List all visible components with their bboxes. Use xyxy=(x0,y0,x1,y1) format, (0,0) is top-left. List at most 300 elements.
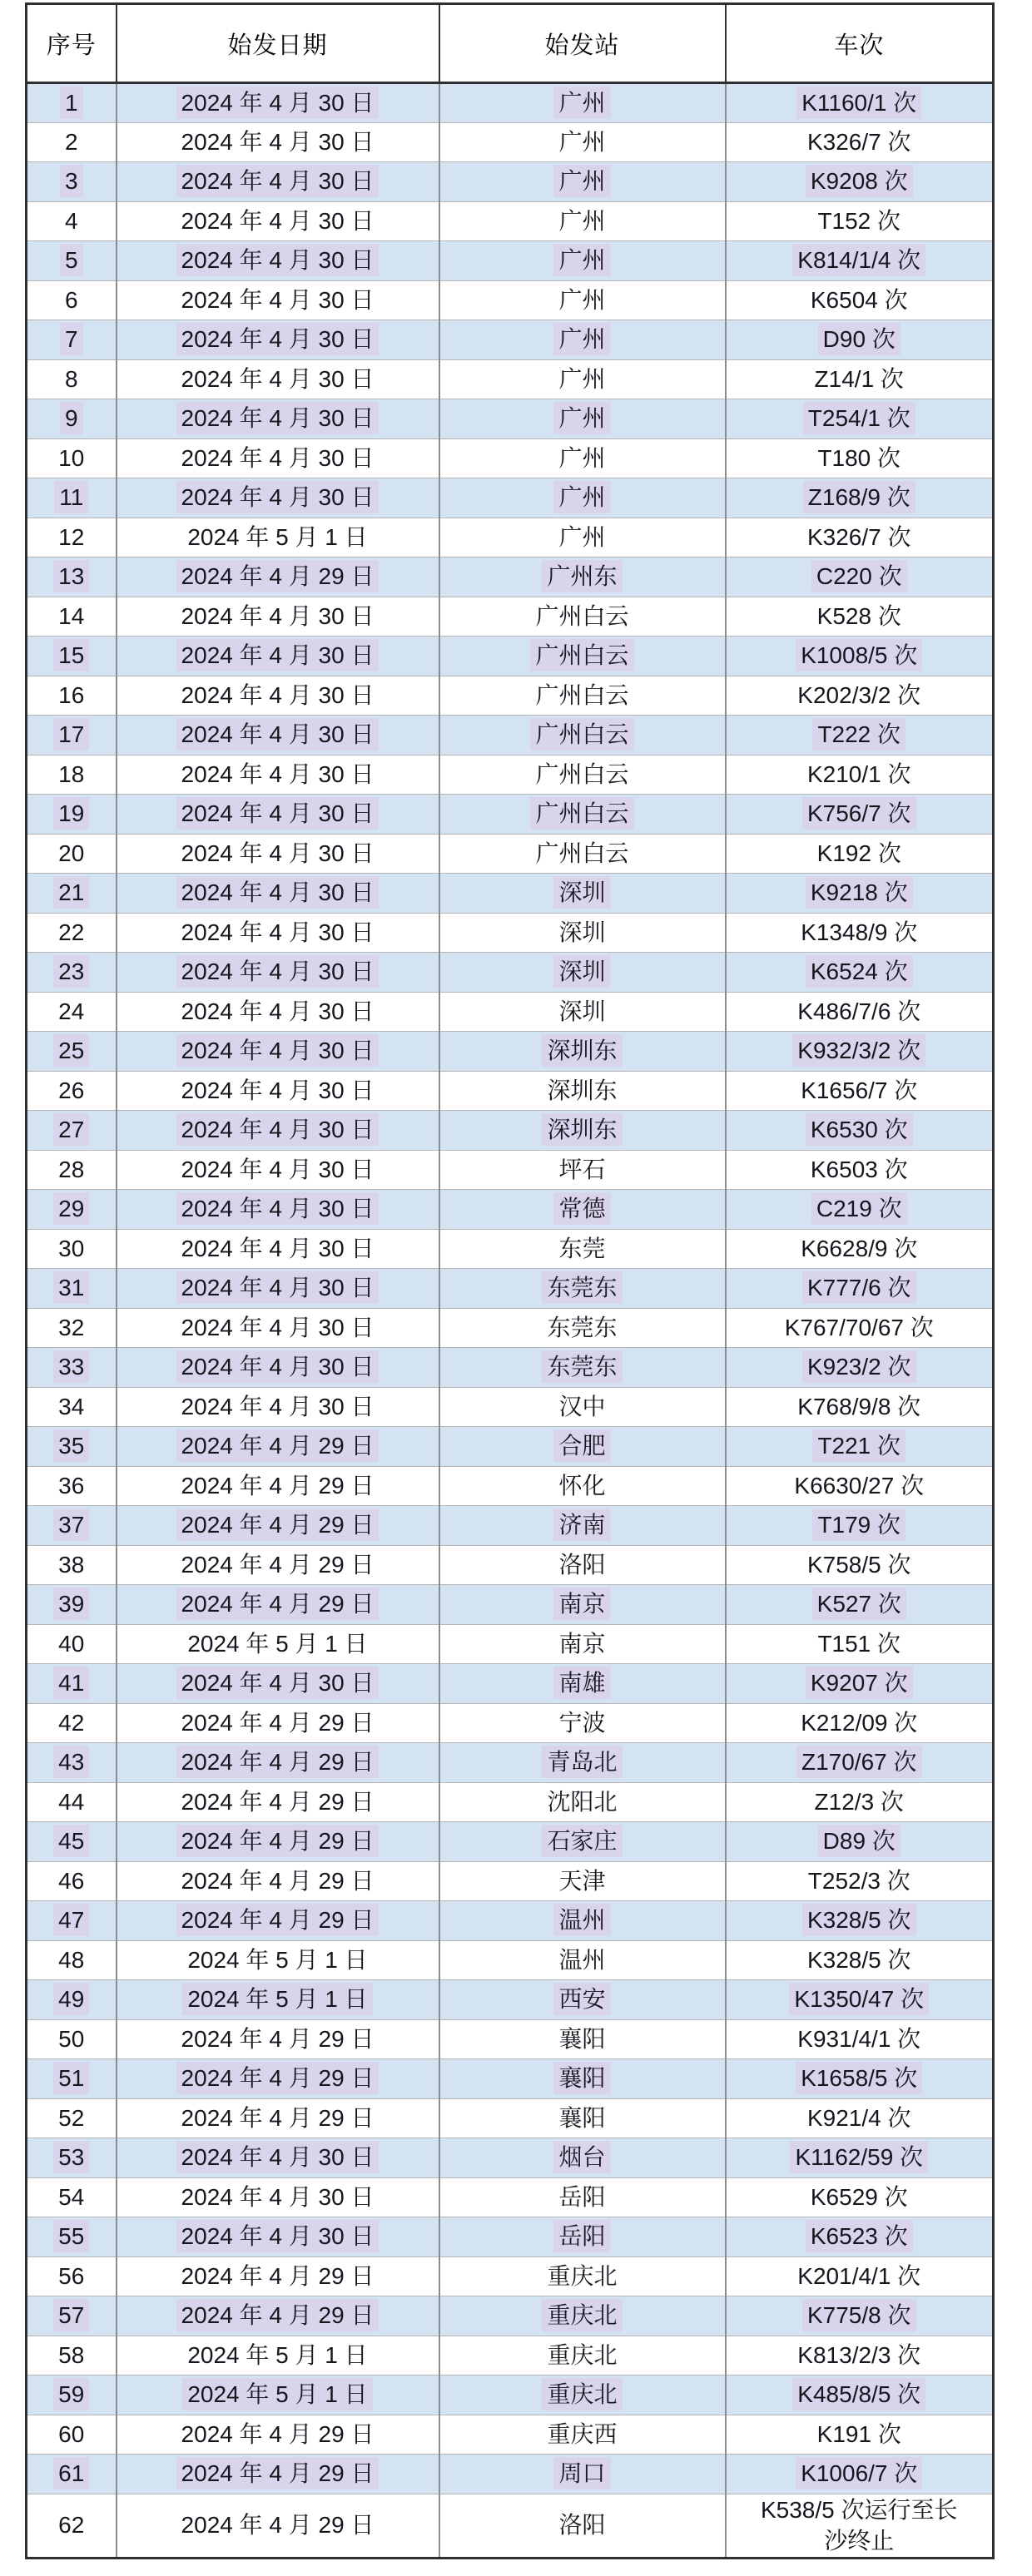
cell-date xyxy=(117,874,439,914)
train-value: K6630/27 次 xyxy=(794,1472,925,1499)
train-value: K6504 次 xyxy=(810,286,908,313)
table-row xyxy=(27,1585,994,1625)
date-value: 2024 年 4 月 29 日 xyxy=(181,2262,375,2289)
cell-train xyxy=(726,2494,994,2559)
cell-index xyxy=(27,2296,117,2336)
train-schedule-table xyxy=(25,2,995,2559)
cell-station xyxy=(439,320,726,360)
cell-train xyxy=(726,1980,994,2020)
cell-train xyxy=(726,913,994,953)
index-value: 22 xyxy=(58,919,85,945)
cell-train xyxy=(726,1743,994,1783)
station-value: 周口 xyxy=(553,2457,610,2489)
train-value: K528 次 xyxy=(816,602,901,629)
cell-train xyxy=(726,1861,994,1901)
index-value: 55 xyxy=(53,2220,89,2252)
cell-index xyxy=(27,913,117,953)
cell-index xyxy=(27,1308,117,1348)
train-value: K212/09 次 xyxy=(801,1709,918,1736)
cell-index xyxy=(27,83,117,123)
station-value: 重庆北 xyxy=(542,2299,622,2331)
table-row xyxy=(27,2256,994,2296)
cell-date xyxy=(117,2256,439,2296)
cell-date xyxy=(117,83,439,123)
index-value: 7 xyxy=(60,323,83,355)
index-value: 19 xyxy=(53,797,89,830)
cell-train xyxy=(726,1901,994,1941)
date-value: 2024 年 4 月 30 日 xyxy=(176,2141,380,2173)
table-row xyxy=(27,438,994,478)
cell-date xyxy=(117,1901,439,1941)
table-row xyxy=(27,1901,994,1941)
table-row xyxy=(27,1229,994,1269)
table-row xyxy=(27,83,994,123)
cell-date xyxy=(117,1624,439,1664)
station-value: 重庆北 xyxy=(547,2262,618,2289)
cell-date xyxy=(117,716,439,755)
cell-station xyxy=(439,162,726,202)
train-value: C219 次 xyxy=(811,1192,907,1225)
index-value: 41 xyxy=(53,1667,89,1699)
station-value: 襄阳 xyxy=(558,2104,606,2131)
station-value: 深圳 xyxy=(553,955,610,988)
cell-date xyxy=(117,1743,439,1783)
cell-date xyxy=(117,2455,439,2494)
table-row xyxy=(27,1308,994,1348)
table-row xyxy=(27,2059,994,2099)
index-value: 38 xyxy=(58,1551,85,1578)
cell-station xyxy=(439,438,726,478)
train-value: K1162/59 次 xyxy=(790,2141,928,2173)
cell-index xyxy=(27,1506,117,1546)
date-value: 2024 年 4 月 30 日 xyxy=(176,402,380,434)
index-value: 42 xyxy=(58,1709,85,1736)
cell-station xyxy=(439,399,726,439)
cell-train xyxy=(726,1427,994,1467)
date-value: 2024 年 4 月 30 日 xyxy=(181,1393,375,1419)
cell-train xyxy=(726,2217,994,2257)
station-value: 广州白云 xyxy=(530,639,633,671)
train-value: K756/7 次 xyxy=(802,797,916,830)
table-row xyxy=(27,2455,994,2494)
train-value: K932/3/2 次 xyxy=(792,1034,925,1067)
station-value: 广州白云 xyxy=(535,602,629,629)
cell-train xyxy=(726,2138,994,2178)
train-value: K328/5 次 xyxy=(802,1904,916,1936)
station-value: 广州 xyxy=(553,244,610,276)
index-value: 1 xyxy=(60,87,83,119)
train-value: K527 次 xyxy=(812,1588,906,1620)
table-body xyxy=(27,83,994,2559)
station-value: 南京 xyxy=(558,1630,606,1657)
index-value: 3 xyxy=(60,165,83,197)
train-value: K758/5 次 xyxy=(806,1551,911,1578)
date-value: 2024 年 4 月 30 日 xyxy=(176,165,380,197)
cell-train xyxy=(726,874,994,914)
cell-index xyxy=(27,1466,117,1506)
cell-train xyxy=(726,162,994,202)
cell-index xyxy=(27,241,117,281)
cell-train xyxy=(726,518,994,557)
cell-index xyxy=(27,478,117,518)
station-value: 广州 xyxy=(558,207,606,234)
index-value: 13 xyxy=(53,560,89,592)
cell-station xyxy=(439,478,726,518)
station-value: 宁波 xyxy=(558,1709,606,1736)
cell-index xyxy=(27,2415,117,2455)
cell-date xyxy=(117,162,439,202)
table-row xyxy=(27,1822,994,1862)
cell-train xyxy=(726,557,994,597)
cell-station xyxy=(439,1822,726,1862)
train-value: K814/1/4 次 xyxy=(792,244,925,276)
station-value: 深圳 xyxy=(558,998,606,1024)
train-value: T254/1 次 xyxy=(803,402,915,434)
cell-station xyxy=(439,241,726,281)
date-value: 2024 年 4 月 29 日 xyxy=(176,1746,380,1778)
station-value: 深圳 xyxy=(553,876,610,909)
date-value: 2024 年 4 月 29 日 xyxy=(176,2457,380,2489)
cell-index xyxy=(27,280,117,320)
cell-train xyxy=(726,1308,994,1348)
date-value: 2024 年 4 月 29 日 xyxy=(181,2420,375,2447)
train-value: K777/6 次 xyxy=(802,1271,916,1304)
index-value: 37 xyxy=(53,1508,89,1541)
date-value: 2024 年 4 月 29 日 xyxy=(176,2062,380,2094)
cell-station xyxy=(439,1703,726,1743)
cell-station xyxy=(439,913,726,953)
cell-date xyxy=(117,518,439,557)
cell-date xyxy=(117,834,439,874)
table-row xyxy=(27,1782,994,1822)
table-row xyxy=(27,1269,994,1309)
cell-station xyxy=(439,1229,726,1269)
index-value: 25 xyxy=(53,1034,89,1067)
cell-index xyxy=(27,1387,117,1427)
station-value: 沈阳北 xyxy=(547,1788,618,1815)
cell-train xyxy=(726,1782,994,1822)
date-value: 2024 年 5 月 1 日 xyxy=(187,2341,368,2368)
index-value: 32 xyxy=(58,1314,85,1340)
train-value: T151 次 xyxy=(817,1630,901,1657)
station-value: 汉中 xyxy=(558,1393,606,1419)
train-value: K9208 次 xyxy=(806,165,913,197)
cell-station xyxy=(439,2494,726,2559)
cell-date xyxy=(117,359,439,399)
train-value: K923/2 次 xyxy=(802,1350,916,1383)
cell-train xyxy=(726,2059,994,2099)
cell-station xyxy=(439,359,726,399)
index-value: 60 xyxy=(58,2420,85,2447)
index-value: 23 xyxy=(53,955,89,988)
cell-station xyxy=(439,834,726,874)
index-value: 43 xyxy=(53,1746,89,1778)
date-value: 2024 年 4 月 29 日 xyxy=(176,2299,380,2331)
cell-date xyxy=(117,1348,439,1388)
cell-station xyxy=(439,2138,726,2178)
station-value: 广州白云 xyxy=(530,797,633,830)
station-value: 坪石 xyxy=(558,1156,606,1182)
cell-date xyxy=(117,2336,439,2375)
index-value: 6 xyxy=(64,286,78,313)
table-row xyxy=(27,913,994,953)
cell-station xyxy=(439,2019,726,2059)
train-value: K921/4 次 xyxy=(806,2104,911,2131)
table-row xyxy=(27,1940,994,1980)
date-value: 2024 年 4 月 30 日 xyxy=(176,639,380,671)
index-value: 61 xyxy=(53,2457,89,2489)
index-value: 27 xyxy=(53,1113,89,1146)
station-value: 重庆西 xyxy=(547,2420,618,2447)
date-value: 2024 年 4 月 30 日 xyxy=(176,1113,380,1146)
cell-date xyxy=(117,2296,439,2336)
date-value: 2024 年 4 月 29 日 xyxy=(181,2512,375,2539)
date-value: 2024 年 4 月 30 日 xyxy=(176,1192,380,1225)
cell-index xyxy=(27,2336,117,2375)
index-value: 58 xyxy=(58,2341,85,2368)
table-row xyxy=(27,162,994,202)
cell-station xyxy=(439,201,726,241)
date-value: 2024 年 4 月 30 日 xyxy=(181,128,375,155)
cell-index xyxy=(27,953,117,993)
index-value: 48 xyxy=(58,1946,85,1973)
cell-date xyxy=(117,1703,439,1743)
date-value: 2024 年 4 月 30 日 xyxy=(181,444,375,471)
cell-train xyxy=(726,2019,994,2059)
train-value: K1350/47 次 xyxy=(789,1983,929,2015)
cell-date xyxy=(117,2098,439,2138)
train-value: K328/5 次 xyxy=(806,1946,911,1973)
index-value: 53 xyxy=(53,2141,89,2173)
index-value: 18 xyxy=(58,760,85,787)
cell-train xyxy=(726,2256,994,2296)
cell-index xyxy=(27,1071,117,1111)
date-value: 2024 年 5 月 1 日 xyxy=(182,2378,372,2410)
cell-date xyxy=(117,1664,439,1704)
cell-index xyxy=(27,1032,117,1072)
index-value: 15 xyxy=(53,639,89,671)
date-value: 2024 年 4 月 29 日 xyxy=(176,1429,380,1462)
index-value: 57 xyxy=(53,2299,89,2331)
cell-date xyxy=(117,320,439,360)
cell-train xyxy=(726,755,994,795)
index-value: 34 xyxy=(58,1393,85,1419)
cell-train xyxy=(726,1229,994,1269)
station-value: 温州 xyxy=(553,1904,610,1936)
cell-station xyxy=(439,1624,726,1664)
date-value: 2024 年 4 月 29 日 xyxy=(176,1825,380,1857)
cell-index xyxy=(27,201,117,241)
train-value: K201/4/1 次 xyxy=(797,2262,921,2289)
table-row xyxy=(27,2494,994,2559)
station-value: 岳阳 xyxy=(558,2183,606,2210)
train-value: K6523 次 xyxy=(806,2220,913,2252)
cell-date xyxy=(117,1545,439,1585)
cell-index xyxy=(27,1940,117,1980)
cell-station xyxy=(439,83,726,123)
date-value: 2024 年 4 月 30 日 xyxy=(181,286,375,313)
train-value: K326/7 次 xyxy=(806,128,911,155)
cell-index xyxy=(27,2375,117,2415)
train-value: K202/3/2 次 xyxy=(797,681,921,708)
train-value: K1656/7 次 xyxy=(801,1077,918,1103)
cell-date xyxy=(117,1427,439,1467)
train-value: K485/8/5 次 xyxy=(792,2378,925,2410)
cell-train xyxy=(726,1822,994,1862)
cell-index xyxy=(27,1822,117,1862)
cell-train xyxy=(726,83,994,123)
index-value: 20 xyxy=(58,840,85,866)
cell-station xyxy=(439,1980,726,2020)
table-row xyxy=(27,2138,994,2178)
cell-station xyxy=(439,2415,726,2455)
index-value: 33 xyxy=(53,1350,89,1383)
table-row xyxy=(27,241,994,281)
index-value: 8 xyxy=(64,365,78,392)
station-value: 重庆北 xyxy=(547,2341,618,2368)
cell-date xyxy=(117,1229,439,1269)
train-value: Z168/9 次 xyxy=(803,481,915,513)
table-row xyxy=(27,992,994,1032)
table-row xyxy=(27,557,994,597)
station-value: 常德 xyxy=(553,1192,610,1225)
index-value: 39 xyxy=(53,1588,89,1620)
station-value: 广州 xyxy=(553,87,610,119)
cell-date xyxy=(117,241,439,281)
station-value: 东莞 xyxy=(558,1235,606,1261)
table-row xyxy=(27,1861,994,1901)
cell-station xyxy=(439,2217,726,2257)
cell-station xyxy=(439,1111,726,1151)
cell-date xyxy=(117,637,439,676)
table-row xyxy=(27,1032,994,1072)
index-value: 2 xyxy=(64,128,78,155)
table-row xyxy=(27,1506,994,1546)
col-header-index: 序号 xyxy=(27,4,117,83)
cell-date xyxy=(117,2375,439,2415)
station-value: 襄阳 xyxy=(553,2062,610,2094)
cell-date xyxy=(117,280,439,320)
cell-train xyxy=(726,478,994,518)
date-value: 2024 年 4 月 30 日 xyxy=(176,323,380,355)
station-value: 西安 xyxy=(553,1983,610,2015)
date-value: 2024 年 4 月 29 日 xyxy=(176,1904,380,1936)
station-value: 广州白云 xyxy=(535,681,629,708)
cell-train xyxy=(726,1466,994,1506)
train-value: K1008/5 次 xyxy=(796,639,922,671)
table-row xyxy=(27,716,994,755)
index-value: 17 xyxy=(53,718,89,751)
cell-date xyxy=(117,1190,439,1230)
cell-date xyxy=(117,122,439,162)
cell-date xyxy=(117,1506,439,1546)
cell-date xyxy=(117,201,439,241)
date-value: 2024 年 4 月 30 日 xyxy=(176,2220,380,2252)
cell-train xyxy=(726,280,994,320)
station-value: 深圳东 xyxy=(547,1077,618,1103)
index-value: 16 xyxy=(58,681,85,708)
table-row xyxy=(27,518,994,557)
cell-train xyxy=(726,834,994,874)
cell-date xyxy=(117,2138,439,2178)
index-value: 52 xyxy=(58,2104,85,2131)
date-value: 2024 年 4 月 30 日 xyxy=(176,797,380,830)
cell-date xyxy=(117,1585,439,1625)
cell-date xyxy=(117,399,439,439)
cell-station xyxy=(439,1861,726,1901)
date-value: 2024 年 5 月 1 日 xyxy=(187,523,368,550)
date-value: 2024 年 4 月 30 日 xyxy=(181,760,375,787)
cell-train xyxy=(726,1111,994,1151)
train-value: Z170/67 次 xyxy=(796,1746,922,1778)
table-row xyxy=(27,2375,994,2415)
cell-station xyxy=(439,1901,726,1941)
cell-station xyxy=(439,518,726,557)
cell-station xyxy=(439,2455,726,2494)
cell-date xyxy=(117,478,439,518)
table-header xyxy=(27,4,994,83)
cell-station xyxy=(439,716,726,755)
cell-station xyxy=(439,557,726,597)
cell-index xyxy=(27,834,117,874)
index-value: 59 xyxy=(53,2378,89,2410)
date-value: 2024 年 4 月 29 日 xyxy=(181,2104,375,2131)
index-value: 29 xyxy=(53,1192,89,1225)
cell-train xyxy=(726,1269,994,1309)
cell-date xyxy=(117,1861,439,1901)
station-value: 烟台 xyxy=(553,2141,610,2173)
cell-train xyxy=(726,1506,994,1546)
table-row xyxy=(27,1664,994,1704)
cell-train xyxy=(726,992,994,1032)
cell-index xyxy=(27,399,117,439)
train-value: K6503 次 xyxy=(810,1156,908,1182)
station-value: 广州 xyxy=(558,286,606,313)
cell-index xyxy=(27,122,117,162)
table-row xyxy=(27,676,994,716)
date-value: 2024 年 4 月 30 日 xyxy=(176,1271,380,1304)
table-row xyxy=(27,755,994,795)
date-value: 2024 年 5 月 1 日 xyxy=(187,1946,368,1973)
date-value: 2024 年 4 月 30 日 xyxy=(176,87,380,119)
cell-train xyxy=(726,2296,994,2336)
cell-train xyxy=(726,2455,994,2494)
train-value: K9207 次 xyxy=(806,1667,913,1699)
cell-station xyxy=(439,1782,726,1822)
cell-train xyxy=(726,1703,994,1743)
cell-station xyxy=(439,1387,726,1427)
cell-train xyxy=(726,1585,994,1625)
cell-station xyxy=(439,1190,726,1230)
train-value: K486/7/6 次 xyxy=(797,998,921,1024)
train-value: Z12/3 次 xyxy=(814,1788,904,1815)
index-value: 24 xyxy=(58,998,85,1024)
cell-station xyxy=(439,874,726,914)
cell-station xyxy=(439,597,726,637)
col-header-station: 始发站 xyxy=(439,4,726,83)
cell-index xyxy=(27,1150,117,1190)
cell-train xyxy=(726,122,994,162)
cell-train xyxy=(726,2375,994,2415)
col-header-date: 始发日期 xyxy=(117,4,439,83)
date-value: 2024 年 4 月 29 日 xyxy=(176,560,380,592)
cell-date xyxy=(117,2059,439,2099)
station-value: 东莞东 xyxy=(542,1271,622,1304)
date-value: 2024 年 4 月 29 日 xyxy=(181,1472,375,1499)
index-value: 12 xyxy=(58,523,85,550)
train-value: T221 次 xyxy=(812,1429,905,1462)
station-value: 温州 xyxy=(558,1946,606,1973)
